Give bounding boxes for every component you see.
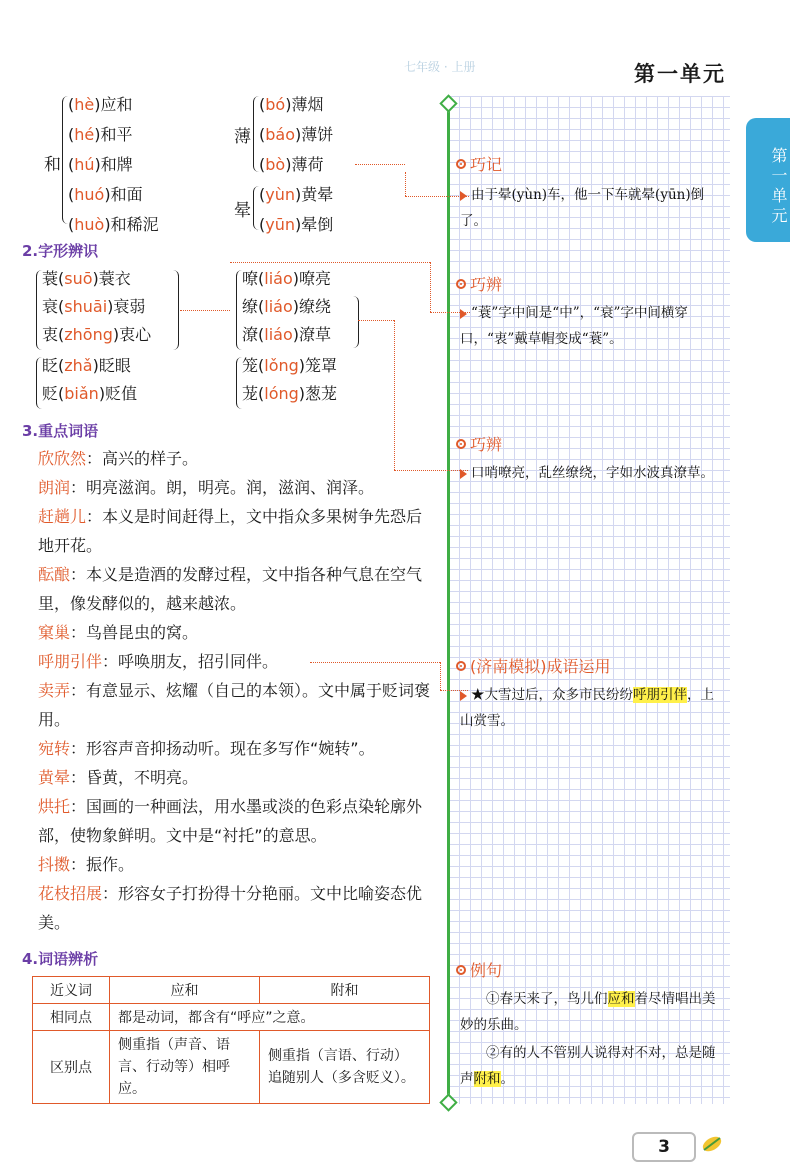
triangle-marker-icon [460, 191, 467, 201]
term-entry: 欣欣然：高兴的样子。 [38, 449, 199, 468]
table-header-cell: 附和 [259, 977, 429, 1004]
key-words-list [38, 444, 436, 937]
section-title-zixing: 2.字形辨识 [22, 242, 99, 260]
note-head-qiaobian-1: 巧辨 [456, 272, 502, 295]
zixing-left-list [42, 266, 151, 350]
example-sentence-2: ②有的人不管别人说得对不对，总是随声附和。 [460, 1045, 716, 1087]
term-entry: 赶趟儿：本义是时间赶得上，文中指众多果树争先恐后地开花。 [38, 507, 423, 555]
he-item: (hè)应和 [68, 95, 133, 114]
term-entry: 窠巢：鸟兽昆虫的窝。 [38, 623, 199, 642]
zixing-item: 蓑(suō)蓑衣 [42, 269, 131, 288]
word: 和面 [110, 185, 143, 204]
note-body-idiom-usage: ★大雪过后，众多市民纷纷呼朋引伴，上山赏雪。 [460, 687, 714, 729]
pinyin: hú [74, 155, 95, 174]
connector-line [405, 172, 406, 196]
table-cell: 侧重指（言语、行动）追随别人（多含贬义）。 [259, 1031, 429, 1104]
yun-item: (yūn)晕倒 [259, 215, 334, 234]
table-cell: 区别点 [33, 1031, 110, 1104]
pinyin: suō [64, 269, 93, 288]
note-bullet-icon [456, 279, 466, 289]
bo-item: (bò)薄荷 [259, 155, 324, 174]
pinyin: zhǎ [64, 356, 93, 375]
word: 薄饼 [301, 125, 334, 144]
bo-group-list [259, 92, 333, 182]
unit-side-tab: 第一单元 [746, 118, 790, 242]
pinyin: bó [265, 95, 286, 114]
note-head-qiaobian-2: 巧辨 [456, 432, 502, 455]
zixing-left2-list [42, 353, 137, 409]
pinyin: báo [265, 125, 295, 144]
zixing-item: 嘹(liáo)嘹亮 [242, 269, 332, 288]
term-entry: 烘托：国画的一种画法，用水墨或淡的色彩点染轮廓外部，使物象鲜明。文中是“衬托”的意思。 [38, 797, 423, 845]
table-cell: 侧重指（声音、语言、行动等）相呼应。 [110, 1031, 260, 1104]
brace [352, 296, 359, 348]
pinyin: huó [74, 185, 105, 204]
highlighted-word: 应和 [607, 991, 635, 1007]
connector-line [430, 262, 431, 312]
example-sentence-1: ①春天来了，鸟儿们应和着尽情唱出美妙的乐曲。 [460, 991, 716, 1033]
connector-line [355, 164, 405, 165]
term: 呼朋引伴 [38, 652, 103, 671]
pinyin: lóng [264, 384, 299, 403]
note-bullet-icon [456, 965, 466, 975]
pinyin: liáo [264, 297, 293, 316]
zixing-item: 潦(liáo)潦草 [242, 325, 332, 344]
note-head-idiom-usage: (济南模拟)成语运用 [456, 654, 611, 677]
he-item: (hú)和牌 [68, 155, 133, 174]
polyphone-head-he: 和 [44, 155, 61, 175]
term-entry: 卖弄：有意显示、炫耀（自己的本领）。文中属于贬词褒用。 [38, 681, 431, 729]
word: 和平 [100, 125, 133, 144]
term: 欣欣然 [38, 449, 87, 468]
zixing-item: 笼(lǒng)笼罩 [242, 356, 338, 375]
triangle-marker-icon [460, 469, 467, 479]
highlighted-word: 附和 [473, 1071, 501, 1087]
term: 宛转 [38, 739, 71, 758]
bo-item: (bó)薄烟 [259, 95, 324, 114]
bo-item: (báo)薄饼 [259, 125, 334, 144]
term: 抖擞 [38, 855, 71, 874]
word: 和稀泥 [110, 215, 159, 234]
yun-item: (yùn)黄晕 [259, 185, 334, 204]
term: 烘托 [38, 797, 71, 816]
page-number: 3 [632, 1132, 696, 1162]
note-body-qiaobian-1: “蓑”字中间是“中”，“衰”字中间横穿口，“衷”戴草帽变成“蓑”。 [460, 305, 688, 347]
pinyin: yūn [265, 215, 295, 234]
term-entry: 酝酿：本义是造酒的发酵过程，文中指各种气息在空气里，像发酵似的，越来越浓。 [38, 565, 423, 613]
term: 酝酿 [38, 565, 71, 584]
pinyin: bò [265, 155, 286, 174]
term: 卖弄 [38, 681, 71, 700]
term-entry: 黄晕：昏黄，不明亮。 [38, 768, 199, 787]
term: 朗润 [38, 478, 71, 497]
note-bullet-icon [456, 159, 466, 169]
note-head-qiaoji: 巧记 [456, 152, 502, 175]
note-bullet-icon [456, 661, 466, 671]
note-head-example: 例句 [456, 958, 502, 981]
term: 窠巢 [38, 623, 71, 642]
zixing-item: 眨(zhǎ)眨眼 [42, 356, 131, 375]
section-title-key-words: 3.重点词语 [22, 422, 99, 440]
he-item: (huó)和面 [68, 185, 143, 204]
yun-group-list [259, 182, 333, 242]
term: 花枝招展 [38, 884, 103, 903]
zixing-item: 茏(lóng)葱茏 [242, 384, 338, 403]
term: 黄晕 [38, 768, 71, 787]
connector-line [440, 662, 441, 690]
pinyin: liáo [264, 325, 293, 344]
connector-line [230, 262, 430, 263]
word: 黄晕 [301, 185, 334, 204]
term-entry: 宛转：形容声音抑扬动听。现在多写作“婉转”。 [38, 739, 375, 758]
pinyin: hè [74, 95, 95, 114]
he-group-list [68, 92, 159, 242]
polyphone-head-yun: 晕 [234, 201, 251, 221]
polyphone-head-bo: 薄 [234, 127, 251, 147]
term-entry: 花枝招展：形容女子打扮得十分艳丽。文中比喻姿态优美。 [38, 884, 423, 932]
table-header-cell: 应和 [110, 977, 260, 1004]
pinyin: liáo [264, 269, 293, 288]
table-header-row [33, 977, 430, 1004]
pinyin: zhōng [64, 325, 113, 344]
zixing-item: 贬(biǎn)贬值 [42, 384, 138, 403]
table-cell: 都是动词，都含有“呼应”之意。 [110, 1004, 430, 1031]
word: 和牌 [100, 155, 133, 174]
connector-line [180, 310, 230, 311]
he-item: (huò)和稀泥 [68, 215, 159, 234]
table-row [33, 1031, 430, 1104]
zixing-right2-list [242, 353, 337, 409]
word: 晕倒 [301, 215, 334, 234]
term: 赶趟儿 [38, 507, 87, 526]
word: 应和 [100, 95, 133, 114]
triangle-marker-icon [460, 309, 467, 319]
note-body-qiaobian-2: 口哨嘹亮，乱丝缭绕，字如水波真潦草。 [460, 460, 724, 486]
faint-header: 七年级 · 上册 [404, 60, 476, 74]
table-header-cell: 近义词 [33, 977, 110, 1004]
note-grid-area [448, 96, 730, 1104]
pinyin: shuāi [64, 297, 108, 316]
green-margin-line [447, 96, 450, 1106]
he-item: (hé)和平 [68, 125, 133, 144]
pinyin: hé [74, 125, 95, 144]
zixing-item: 缭(liáo)缭绕 [242, 297, 332, 316]
zixing-item: 衷(zhōng)衷心 [42, 325, 152, 344]
brace [172, 270, 179, 350]
leaf-logo-icon [700, 1132, 724, 1156]
connector-line [358, 320, 394, 321]
triangle-marker-icon [460, 691, 467, 701]
term-entry: 呼朋引伴：呼唤朋友，招引同伴。 [38, 652, 279, 671]
zixing-item: 衰(shuāi)衰弱 [42, 297, 146, 316]
note-bullet-icon [456, 439, 466, 449]
pinyin: lǒng [264, 356, 299, 375]
word: 薄荷 [291, 155, 324, 174]
note-body-qiaoji: 由于晕(yùn)车，他一下车就晕(yūn)倒了。 [460, 187, 705, 229]
word: 薄烟 [291, 95, 324, 114]
connector-line [310, 662, 440, 663]
section-title-distinguish: 4.词语辨析 [22, 950, 99, 968]
term-entry: 朗润：明亮滋润。朗，明亮。润，滋润、润泽。 [38, 478, 375, 497]
unit-title: 第一单元 [634, 61, 726, 86]
term-entry: 抖擞：振作。 [38, 855, 135, 874]
pinyin: biǎn [64, 384, 99, 403]
comparison-table [32, 976, 430, 1104]
pinyin: huò [74, 215, 105, 234]
table-cell: 相同点 [33, 1004, 110, 1031]
table-row [33, 1004, 430, 1031]
pinyin: yùn [265, 185, 295, 204]
highlighted-idiom: 呼朋引伴 [633, 687, 687, 703]
zixing-right-list [242, 266, 331, 350]
